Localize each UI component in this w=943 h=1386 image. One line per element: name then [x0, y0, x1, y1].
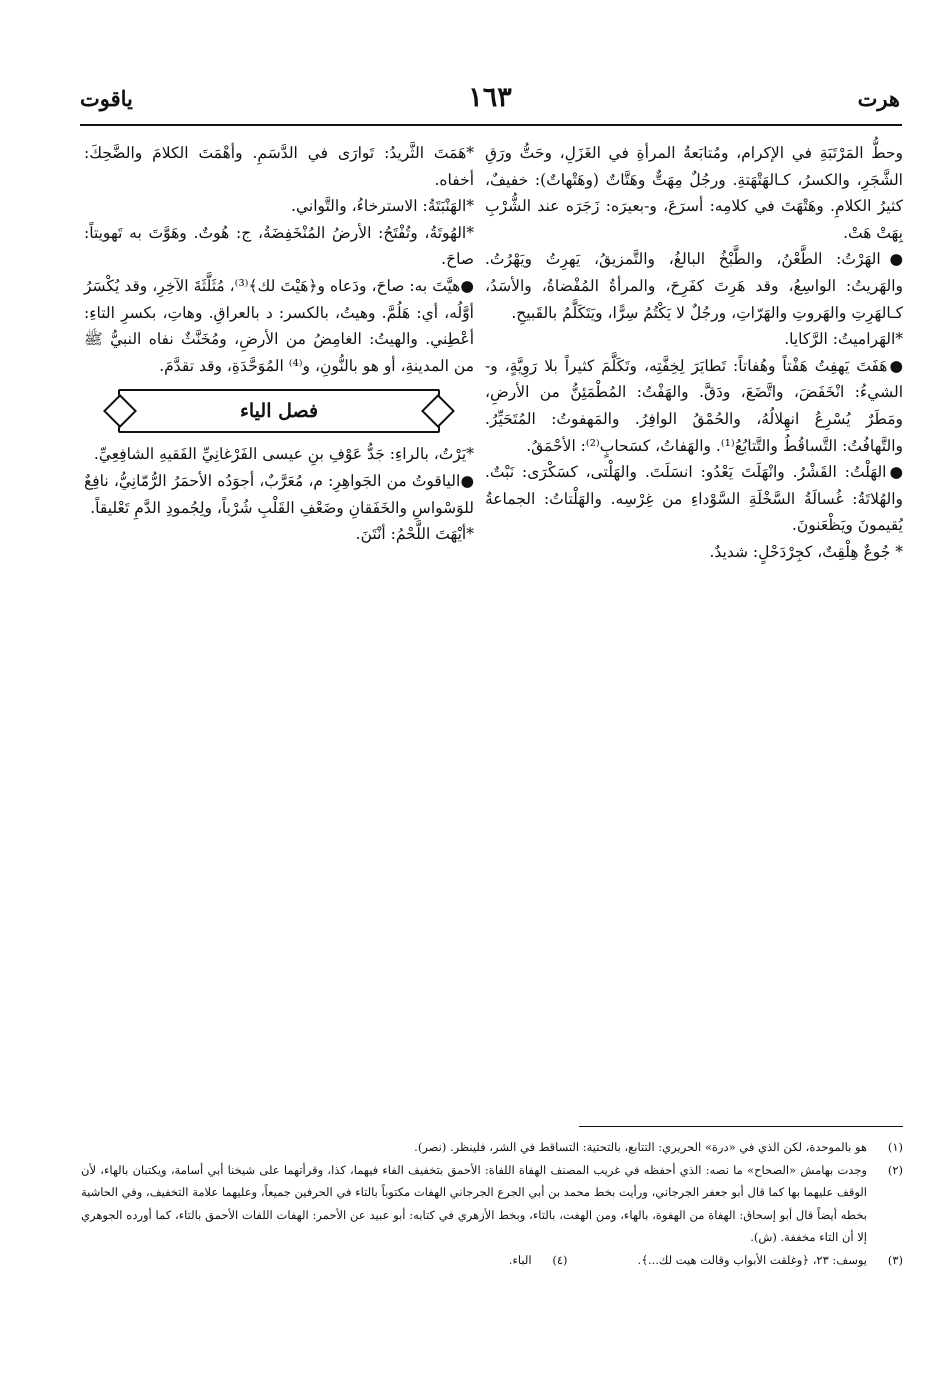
footnote: [81, 1159, 903, 1249]
dictionary-entry: *أيْهَتَ اللَّحْمُ: أنْتَنَ.: [355, 525, 474, 544]
footnote-text: يوسف: ٢٣، ﴿وغلقت الأبواب وقالت هيت لك...﴾.: [637, 1252, 867, 1267]
footnote-number: (١): [887, 1140, 903, 1154]
footnote-number: (٤): [552, 1252, 568, 1267]
dictionary-entry: ●الهَرْتُ: الطَّعْنُ، والطَّبْخُ البالغُ، والتَّمزيقُ، يَهرِتُ ويَهْرُتُ. والهَريتُ: الواسِعُ، وقد هَرِتَ كفَرِحَ، والمرأةُ المُفْضاةُ، والأسَدُ، كـالهَرِتِ والهَروتِ والهَرّاتِ، ورجُلٌ لا يَكْتُمُ سِرًّا، ويَتَكَلَّمُ بالقَبيحِ.: [485, 250, 903, 322]
section-title: فصل الياء: [239, 400, 319, 423]
left-column: [84, 140, 474, 548]
dictionary-entry: *الهَراميتُ: الرَّكايا.: [784, 330, 903, 349]
footnote-text: هو بالموحدة، لكن الذي في «درة» الحريري: التتابع، بالتحتية: التساقط في الشر، فلينظر. (نصر).: [414, 1140, 867, 1154]
footnote-text: الباء.: [508, 1252, 532, 1267]
dictionary-entry: ●الهَلْتُ: القَشْرُ. وانْهَلَتَ يَعْدُو: انسَلَتَ. والهَلْتى، كسَكْرَى: نَبْتٌ. والهُلاتَةُ: غُسالَةُ السَّخْلَةِ السَّوْداءِ من غِرْسِه. والهَلْتاتُ: الجماعةُ يُقيمونَ ويَظْعَنونَ.: [485, 463, 903, 535]
dictionary-entry: *هَمَتَ الثَّريدُ: تَوارَى في الدَّسَمِ. وأهْمَتَ الكلامَ والضَّحِكَ: أخفاه.: [84, 144, 474, 189]
dictionary-entry: *الهَنْبَتَةُ: الاسترخاءُ، والتَّواني.: [291, 197, 474, 216]
section-heading-box: [118, 389, 440, 433]
footnote-row: [81, 1249, 903, 1272]
page-number: ١٦٣: [468, 82, 512, 113]
dictionary-entry: وحطُّ المَرْتَبَةِ في الإكرام، ومُتابَعةُ المرأةِ في الغَزَلِ، وحَتُّ ورَقِ الشَّجَرِ، والكسرُ، كـالهَتْهَتةِ. ورجُلٌ مِهَتٌّ وهَتَّاتٌ (وهَتْهاتٌ): خفيفٌ، كثيرُ الكلامِ. وهَتْهَتَ في كلامِه: أسرَعَ، و-بعيرَه: زَجَرَه عند الشُّرْبِ بِهَتْ هَتْ.: [485, 144, 903, 242]
footnote-number: (٢): [887, 1162, 903, 1177]
header-root-word: هرت: [857, 86, 900, 111]
footnote: [81, 1136, 903, 1159]
footnote-number: (٣): [887, 1252, 903, 1267]
dictionary-entry: *الهُوتَةُ، وتُفْتَحُ: الأرضُ المُنْخَفِضَةُ، ج: هُوتٌ. وهَوَّتَ به تَهويتاً: صاحَ.: [84, 223, 474, 269]
dictionary-entry: ●هيَّتَ به: صاحَ، ودَعاه و﴿هَيْتَ لك﴾⁽³⁾، مُثَلَّثَةَ الآخِرِ، وقد يُكْسَرُ أوَّلُه، أي: هَلُمَّ. وهيتُ، بالكسر: د بالعراقِ. وهاتِ، بكسرِ التاءِ: أعْطِني. والهيتُ: الغامِضُ من الأرضِ، ومُخَنَّثٌ نفاه النبيُّ ﷺ من المدينةِ، أو هو بالنُّونِ، و⁽⁴⁾ المُوَحَّدَةِ، وقد تقدَّمَ.: [84, 276, 474, 375]
dictionary-entry: *يَرْتُ، بالراءِ: جَدُّ عَوْفِ بنِ عيسى الفَرْغانِيِّ الفَقيهِ الشافِعِيِّ.: [93, 445, 474, 464]
page-header: [80, 82, 900, 122]
header-divider: [80, 124, 902, 126]
footnote-text: وجدت بهامش «الصحاح» ما نصه: الذي أحفظه في غريب المصنف الهفاة اللفاة: الأحمق بتخفيف الفاء فيهما، كذا، وقرأتهما على شيخنا أبي أسامة، ويكتبان بالهاء، لأن الوقف عليهما بها كما قال أبو جعفر الجرجاني، ورأيت بخط محمد بن أبي الجرع الجرجاني الهفات مكتوباً بالتاء في الحرفين جميعاً، وعليهما علامة التخفيف، وفي الحاشية بخطه أيضاً قال أبو إسحاق: الهفاة من الهفوة، بالهاء، ومن الهفت، بالتاء، وبخط الأزهري في كتابه: أبو عبيد عن الأحمر: الهفات اللفات الأحمق بالتاء، كما أورده الجوهري إلا أن التاء مخففة. (ش).: [81, 1162, 867, 1244]
dictionary-entry: ●الياقوتُ من الجَواهِرِ: م، مُعَرَّبٌ، أجوَدُه الأحمَرُ الرُّمّانِيُّ، نافِعٌ للوَسْواسِ والخَفَقانِ وضَعْفِ القَلْبِ شُرْباً، ولِجُمودِ الدَّمِ تَعْليقاً.: [84, 471, 474, 517]
right-column: [485, 140, 903, 566]
dictionary-entry: ●هَفَتَ يَهفِتُ هَفْتاً وهُفاتاً: تَطايَرَ لِخِفَّتِه، وتَكَلَّمَ كثيراً بلا رَوِيَّةٍ، و-الشيءُ: انْخَفَضَ، واتَّضَعَ، ودَقَّ. والهَفْتُ: المُطْمَئِنُّ من الأرضِ، ومَطَرٌ يُسْرِعُ انهِلالُهُ، والحُمْقُ الوافِرُ. والمَهفوتُ: المُتَحَيِّرُ. والتَّهافُتُ: التَّساقُطُ والتَّتابُعُ⁽¹⁾. والهَفاتُ، كسَحابٍ⁽²⁾: الأحْمَقُ.: [485, 356, 903, 455]
footnotes: [81, 1136, 903, 1271]
header-last-word: ياقوت: [80, 86, 133, 111]
footnote-divider: [579, 1126, 903, 1127]
dictionary-entry: * جُوعٌ هِلْقِتٌ، كجِرْدَحْلٍ: شديدٌ.: [709, 542, 903, 561]
